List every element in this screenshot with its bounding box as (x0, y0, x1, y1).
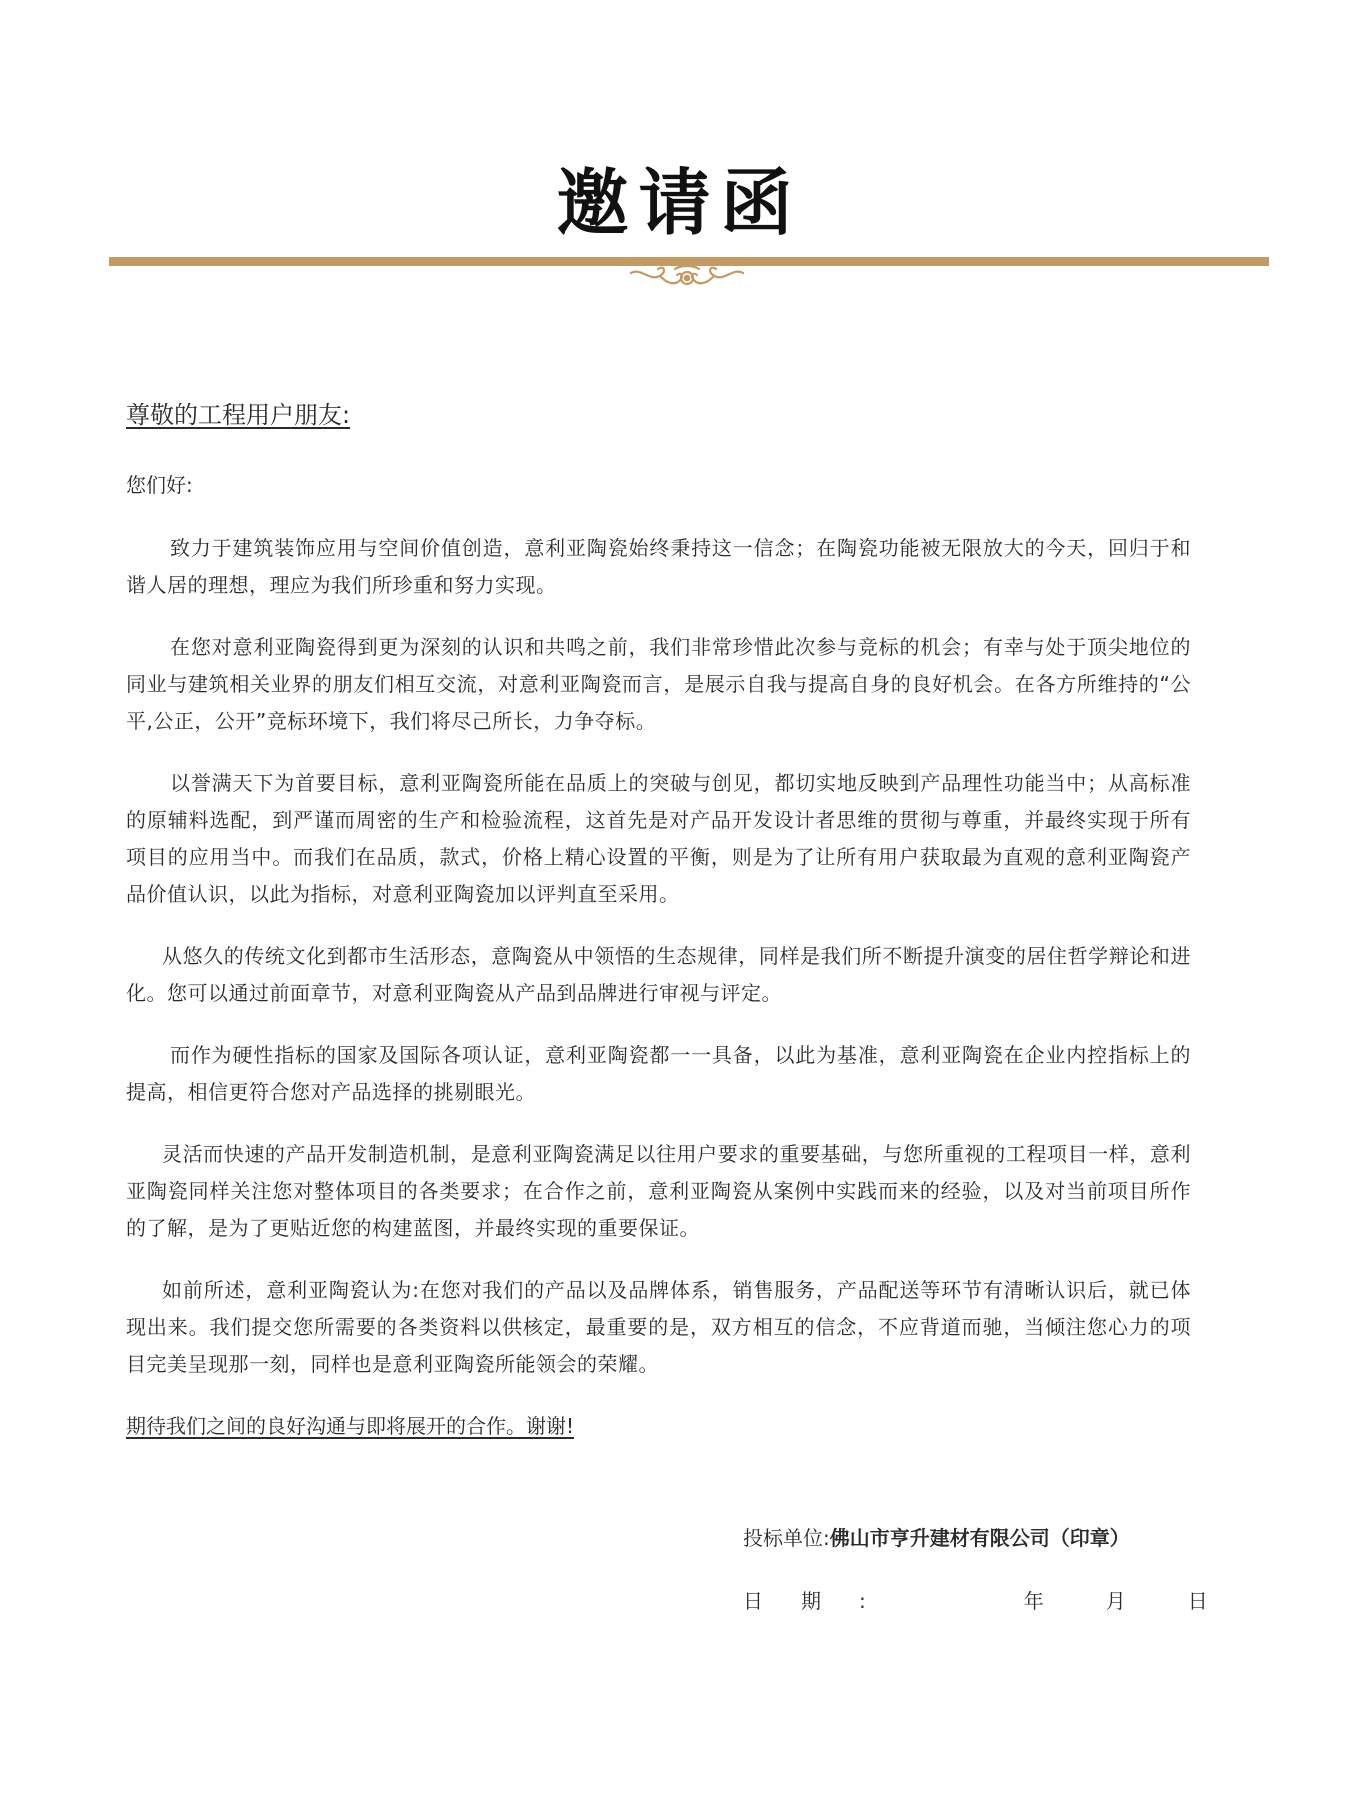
bidder-company: 佛山市亨升建材有限公司（印章） (829, 1526, 1130, 1550)
date-row (743, 1583, 1270, 1619)
paragraph: 而作为硬性指标的国家及国际各项认证，意利亚陶瓷都一一具备，以此为基准，意利亚陶瓷在企业内控指标上的提高，相信更符合您对产品选择的挑剔眼光。 (126, 1043, 1191, 1104)
paragraph: 如前所述，意利亚陶瓷认为:在您对我们的产品以及品牌体系，销售服务，产品配送等环节有清晰认识后，就已体现出来。我们提交您所需要的各类资料以供核定，最重要的是，双方相互的信念，不应背道而驰，当倾注您心力的项目完美呈现那一刻，同样也是意利亚陶瓷所能领会的荣耀。 (126, 1278, 1191, 1376)
bidder-row (743, 1520, 1270, 1556)
scroll-flourish-icon (627, 263, 747, 291)
letter-title: 邀请函 (556, 160, 803, 245)
year-label: 年 (1023, 1589, 1044, 1613)
day-label: 日 (1187, 1589, 1208, 1613)
closing-line: 期待我们之间的良好沟通与即将展开的合作。谢谢! (126, 1414, 575, 1438)
paragraph: 致力于建筑装饰应用与空间价值创造，意利亚陶瓷始终秉持这一信念；在陶瓷功能被无限放大的今天，回归于和谐人居的理想，理应为我们所珍重和努力实现。 (126, 536, 1191, 597)
paragraph: 以誉满天下为首要目标，意利亚陶瓷所能在品质上的突破与创见，都切实地反映到产品理性功能当中；从高标准的原辅料选配，到严谨而周密的生产和检验流程，这首先是对产品开发设计者思维的贯彻与尊重，并最终实现于所有项目的应用当中。而我们在品质，款式，价格上精心设置的平衡，则是为了让所有用户获取最为直观的意利亚陶瓷产品价值认识，以此为指标，对意利亚陶瓷加以评判直至采用。 (126, 771, 1191, 906)
greeting: 您们好: (126, 473, 193, 497)
signature-block (743, 1520, 1270, 1619)
paragraph: 在您对意利亚陶瓷得到更为深刻的认识和共鸣之前，我们非常珍惜此次参与竞标的机会；有幸与处于顶尖地位的同业与建筑相关业界的朋友们相互交流，对意利亚陶瓷而言，是展示自我与提高自身的良好机会。在各方所维持的“公平,公正，公开”竞标环境下，我们将尽己所长，力争夺标。 (126, 635, 1191, 733)
salutation: 尊敬的工程用户朋友: (126, 401, 351, 429)
month-label: 月 (1105, 1589, 1126, 1613)
bidder-label: 投标单位: (743, 1526, 830, 1550)
paragraph: 灵活而快速的产品开发制造机制，是意利亚陶瓷满足以往用户要求的重要基础，与您所重视的工程项目一样，意利亚陶瓷同样关注您对整体项目的各类要求；在合作之前，意利亚陶瓷从案例中实践而来的经验，以及对当前项目所作的了解，是为了更贴近您的构建蓝图，并最终实现的重要保证。 (126, 1142, 1191, 1240)
letter-body (126, 395, 1191, 1445)
paragraph: 从悠久的传统文化到都市生活形态，意陶瓷从中领悟的生态规律，同样是我们所不断提升演变的居住哲学辩论和进化。您可以通过前面章节，对意利亚陶瓷从产品到品牌进行审视与评定。 (126, 944, 1191, 1005)
date-label: 日期: (743, 1589, 904, 1613)
